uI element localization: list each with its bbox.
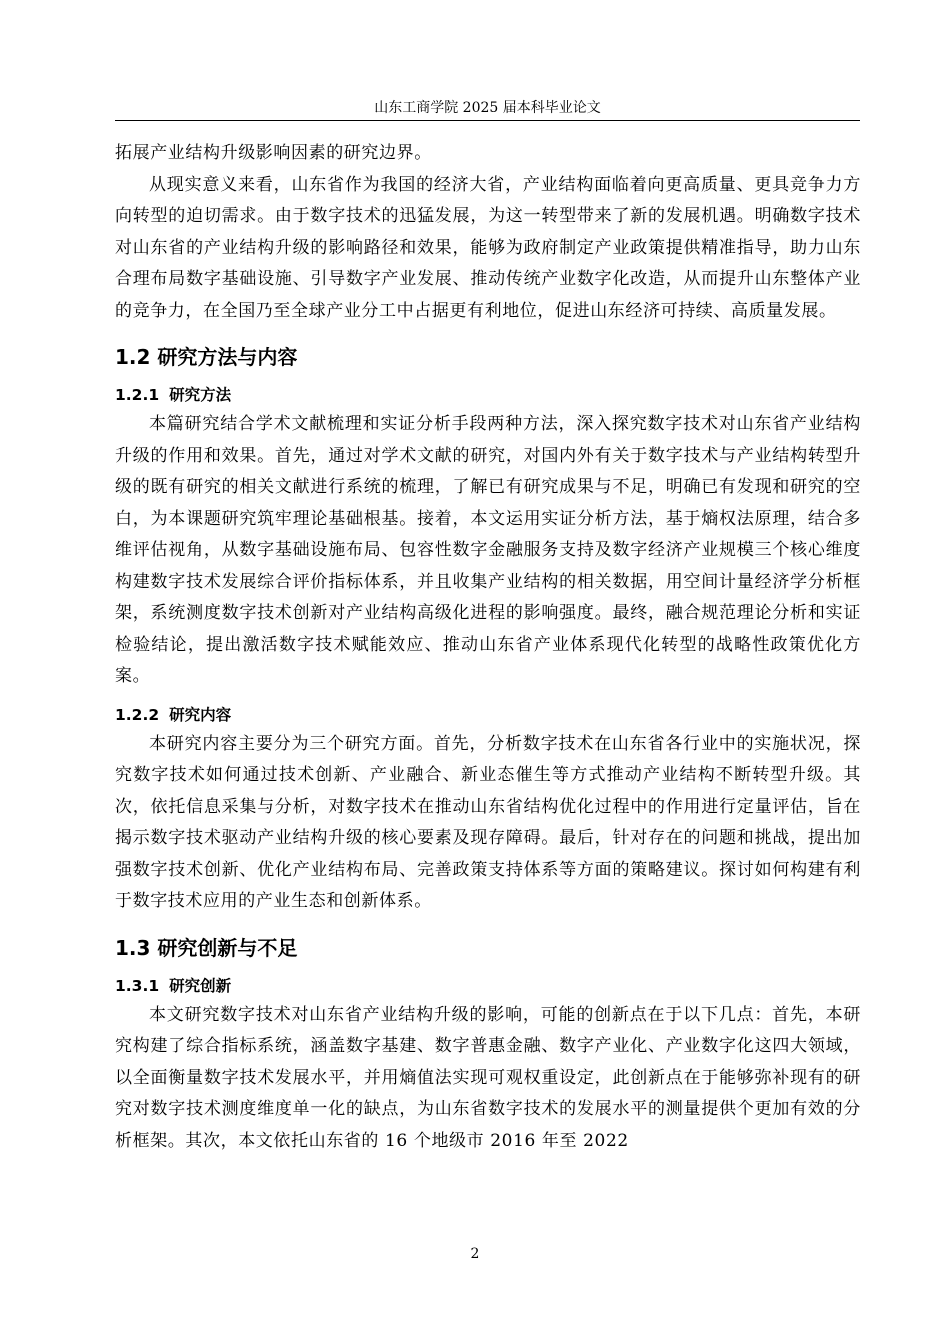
subsection-number: 1.3.1 — [115, 976, 160, 995]
subsection-title: 研究创新 — [169, 976, 232, 995]
subsection-heading-1-2-2 — [115, 703, 861, 727]
document-body — [115, 138, 861, 1157]
subsection-title: 研究方法 — [169, 386, 232, 404]
section-heading-1-3: 1.3 研究创新与不足 — [115, 935, 298, 960]
header-divider — [115, 120, 860, 121]
subsection-heading-1-2-1 — [115, 383, 861, 407]
page-header: 山东工商学院 2025 届本科毕业论文 — [374, 100, 601, 116]
subsection-title: 研究内容 — [169, 705, 232, 724]
page-number: 2 — [470, 1246, 480, 1262]
subsection-heading-1-3-1 — [115, 974, 861, 998]
paragraph-innovation: 本文研究数字技术对山东省产业结构升级的影响，可能的创新点在于以下几点：首先，本研究构建了综合指标系统，涵盖数字基建、数字普惠金融、数字产业化、产业数字化这四大领域，以全面衡量数字技术发展水平，并用熵值法实现可观权重设定，此创新点在于能够弥补现有的研究对数字技术测度维度单一化的缺点，为山东省数字技术的发展水平的测量提供个更加有效的分析框架。其次，本文依托山东省的 16 个地级市 2016 年至 2022 — [115, 1004, 861, 1151]
paragraph-practical-significance: 从现实意义来看，山东省作为我国的经济大省，产业结构面临着向更高质量、更具竞争力方向转型的迫切需求。由于数字技术的迅猛发展，为这一转型带来了新的发展机遇。明确数字技术对山东省的产业结构升级的影响路径和效果，能够为政府制定产业政策提供精准指导，助力山东合理布局数字基础设施、引导数字产业发展、推动传统产业数字化改造，从而提升山东整体产业的竞争力，在全国乃至全球产业分工中占据更有利地位，促进山东经济可持续、高质量发展。 — [115, 174, 861, 321]
subsection-number: 1.2.2 — [115, 705, 160, 724]
paragraph-research-methods: 本篇研究结合学术文献梳理和实证分析手段两种方法，深入探究数字技术对山东省产业结构升级的作用和效果。首先，通过对学术文献的研究，对国内外有关于数字技术与产业结构转型升级的既有研究的相关文献进行系统的梳理，了解已有研究成果与不足，明确已有发现和研究的空白，为本课题研究筑牢理论基础根基。接着，本文运用实证分析方法，基于熵权法原理，结合多维评估视角，从数字基础设施布局、包容性数字金融服务支持及数字经济产业规模三个核心维度构建数字技术发展综合评价指标体系，并且收集产业结构的相关数据，用空间计量经济学分析框架，系统测度数字技术创新对产业结构高级化进程的影响强度。最终，融合规范理论分析和实证检验结论，提出激活数字技术赋能效应、推动山东省产业体系现代化转型的战略性政策优化方案。 — [115, 414, 861, 686]
paragraph-continuation: 拓展产业结构升级影响因素的研究边界。 — [115, 143, 432, 163]
paragraph-research-content: 本研究内容主要分为三个研究方面。首先，分析数字技术在山东省各行业中的实施状况，探究数字技术如何通过技术创新、产业融合、新业态催生等方式推动产业结构不断转型升级。其次，依托信息采集与分析，对数字技术在推动山东省结构优化过程中的作用进行定量评估，旨在揭示数字技术驱动产业结构升级的核心要素及现存障碍。最后，针对存在的问题和挑战，提出加强数字技术创新、优化产业结构布局、完善政策支持体系等方面的策略建议。探讨如何构建有利于数字技术应用的产业生态和创新体系。 — [115, 733, 861, 911]
section-heading-1-2: 1.2 研究方法与内容 — [115, 345, 298, 369]
subsection-number: 1.2.1 — [115, 386, 160, 404]
